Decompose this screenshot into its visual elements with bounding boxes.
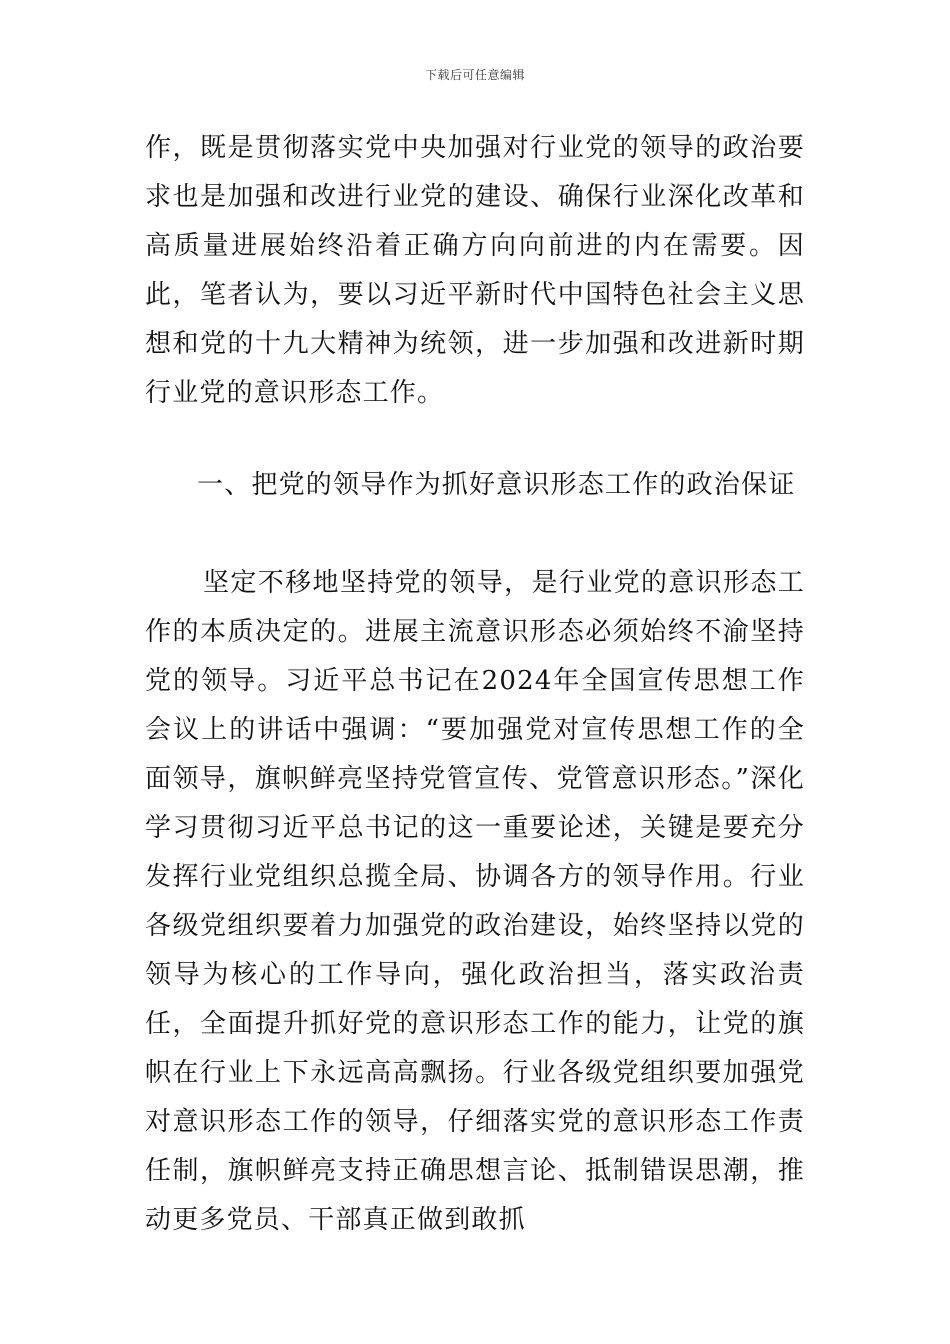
paragraph-continuation: 作，既是贯彻落实党中央加强对行业党的领导的政治要求也是加强和改进行业党的建设、确保行业深化改革和高质量进展始终沿着正确方向向前进的内在需要。因此，笔者认为，要以习近平新时代中国特色社会主义思想和党的十九大精神为统领，进一步加强和改进新时期行业党的意识形态工作。	[145, 133, 805, 408]
document-body	[145, 124, 805, 1245]
section-heading: 一、把党的领导作为抓好意识形态工作的政治保证	[197, 470, 796, 500]
paragraph-body: 坚定不移地坚持党的领导，是行业党的意识形态工作的本质决定的。进展主流意识形态必须始终不渝坚持党的领导。习近平总书记在2024年全国宣传思想工作会议上的讲话中强调：“要加强党对宣传思想工作的全面领导，旗帜鲜亮坚持党管宣传、党管意识形态。”深化学习贯彻习近平总书记的这一重要论述，关键是要充分发挥行业党组织总揽全局、协调各方的领导作用。行业各级党组织要着力加强党的政治建设，始终坚持以党的领导为核心的工作导向，强化政治担当，落实政治责任，全面提升抓好党的意识形态工作的能力，让党的旗帜在行业上下永远高高飘扬。行业各级党组织要加强党对意识形态工作的领导，仔细落实党的意识形态工作责任制，旗帜鲜亮支持正确思想言论、抵制错误思潮，推动更多党员、干部真正做到敢抓	[145, 568, 805, 1235]
page-header: 下载后可任意编辑	[424, 68, 525, 82]
